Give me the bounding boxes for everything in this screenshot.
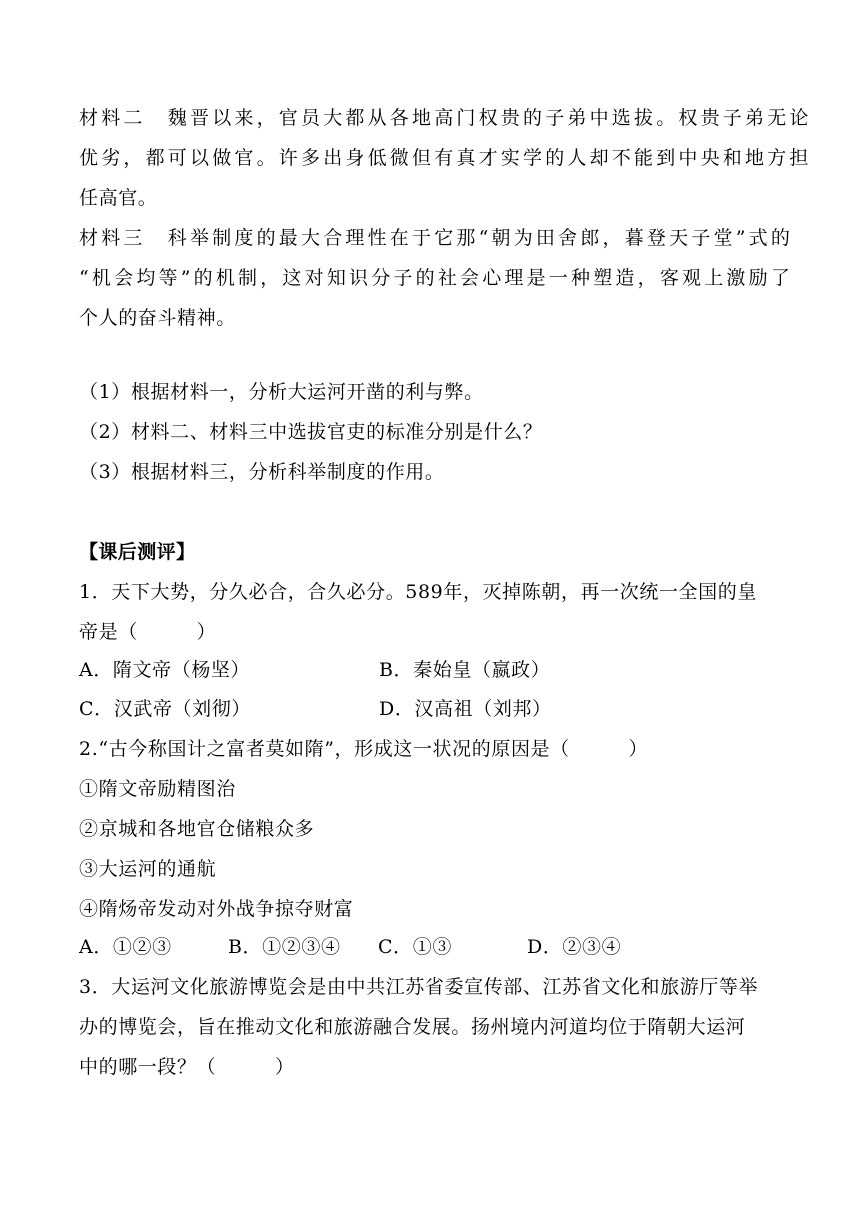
q2-item-3: ③大运河的通航 [79,858,217,880]
q2-line1: 2.“古今称国计之富者莫如隋”，形成这一状况的原因是（ ） [79,738,649,760]
material2-line3: 任高官。 [79,187,158,209]
question-1: （1）根据材料一，分析大运河开凿的利与弊。 [79,381,484,403]
question-2: （2）材料二、材料三中选拔官吏的标准分别是什么？ [79,421,543,443]
q2-option-b: B．①②③④ [228,936,341,958]
question-3: （3）根据材料三，分析科举制度的作用。 [79,461,445,483]
material3-line1: 材料三 科举制度的最大合理性在于它那“朝为田舍郎，暮登天子堂”式的 [79,227,794,249]
material2-line2: 优劣，都可以做官。许多出身低微但有真才实学的人却不能到中央和地方担 [79,147,812,169]
q1-option-d: D．汉高祖（刘邦） [379,698,552,720]
section-title: 【课后测评】 [79,541,196,563]
q2-item-4: ④隋炀帝发动对外战争掠夺财富 [79,898,354,920]
q2-option-a: A．①②③ [79,936,172,958]
material3-line3: 个人的奋斗精神。 [79,307,236,329]
q3-line1: 3．大运河文化旅游博览会是由中共江苏省委宣传部、江苏省文化和旅游厅等举 [79,976,759,998]
q2-option-d: D．②③④ [527,936,622,958]
q1-option-b: B．秦始皇（嬴政） [379,659,551,681]
material2-line1: 材料二 魏晋以来，官员大都从各地高门权贵的子弟中选拔。权贵子弟无论 [79,107,812,129]
q2-item-1: ①隋文帝励精图治 [79,778,236,800]
q1-option-a: A．隋文帝（杨坚） [79,659,251,681]
q1-line1: 1．天下大势，分久必合，合久必分。589年，灭掉陈朝，再一次统一全国的皇 [79,581,757,603]
q2-item-2: ②京城和各地官仓储粮众多 [79,818,315,840]
q2-option-c: C．①③ [378,936,452,958]
q1-option-c: C．汉武帝（刘彻） [79,698,251,720]
q1-line2: 帝是（ ） [79,621,217,643]
material3-line2: “机会均等”的机制，这对知识分子的社会心理是一种塑造，客观上激励了 [79,267,794,289]
q3-line2: 办的博览会，旨在推动文化和旅游融合发展。扬州境内河道均位于隋朝大运河 [79,1016,746,1038]
q3-line3: 中的哪一段？（ ） [79,1056,295,1078]
